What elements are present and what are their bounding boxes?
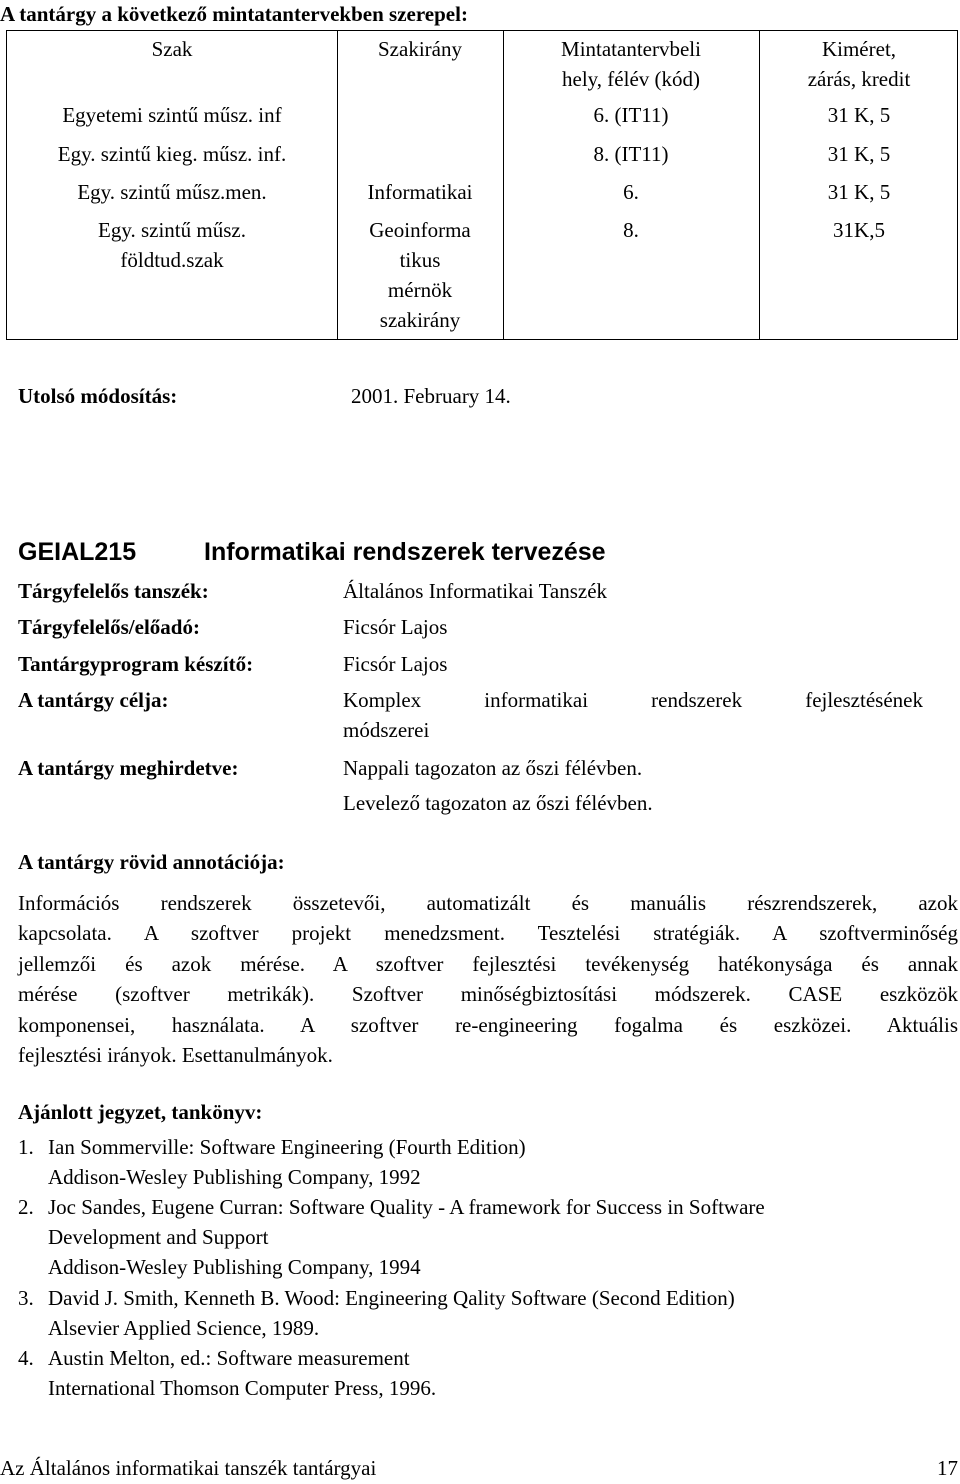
goal-word: informatikai xyxy=(484,688,589,712)
row-4-kimeret: 31K,5 xyxy=(833,218,885,242)
annotation-text xyxy=(18,888,958,1070)
row-1-szak: Egyetemi szintű műsz. inf xyxy=(62,103,282,127)
course-code: GEIAL215 xyxy=(18,538,137,566)
row-3-szakirany: Informatikai xyxy=(367,180,473,204)
last-modified-label: Utolsó módosítás: xyxy=(18,384,178,408)
announced-line-2: Levelező tagozaton az őszi félévben. xyxy=(343,791,653,815)
goal-word: Komplex xyxy=(343,688,422,712)
ref-1-num: 1. xyxy=(18,1135,34,1159)
references-heading: Ajánlott jegyzet, tankönyv: xyxy=(18,1100,263,1124)
header-szakirany: Szakirány xyxy=(378,37,462,61)
author-label: Tantárgyprogram készítő: xyxy=(18,652,254,676)
goal-line-2: módszerei xyxy=(343,718,430,742)
goal-label: A tantárgy célja: xyxy=(18,688,169,712)
ref-2-line1: Joc Sandes, Eugene Curran: Software Quality - A framework for Success in Software xyxy=(48,1195,765,1219)
curriculum-table xyxy=(6,30,958,340)
annotation-line: fejlesztési irányok. Esettanulmányok. xyxy=(18,1043,333,1068)
header-szak: Szak xyxy=(151,37,193,61)
goal-word: rendszerek xyxy=(651,688,743,712)
ref-4-line2: International Thomson Computer Press, 1996. xyxy=(48,1376,437,1400)
lecturer-label: Tárgyfelelős/előadó: xyxy=(18,615,200,639)
ref-3-num: 3. xyxy=(18,1286,34,1310)
annotation-line: komponensei, használata. A szoftver re-engineering fogalma és eszközei. Aktuális xyxy=(18,1012,958,1037)
author-value: Ficsór Lajos xyxy=(343,652,448,676)
row-1-kimeret: 31 K, 5 xyxy=(827,103,891,127)
header-hely-line2: hely, félév (kód) xyxy=(562,67,700,91)
row-2-kimeret: 31 K, 5 xyxy=(827,142,891,166)
ref-2-line2: Development and Support xyxy=(48,1225,269,1249)
row-4-szak-line2: földtud.szak xyxy=(120,248,224,272)
row-4-hely: 8. xyxy=(623,218,639,242)
row-2-hely: 8. (IT11) xyxy=(593,142,669,166)
ref-2-num: 2. xyxy=(18,1195,34,1219)
course-title: Informatikai rendszerek tervezése xyxy=(204,538,606,566)
ref-2-line3: Addison-Wesley Publishing Company, 1994 xyxy=(48,1255,421,1279)
header-hely-line1: Mintatantervbeli xyxy=(561,37,701,61)
row-3-szak: Egy. szintű műsz.men. xyxy=(77,180,267,204)
annotation-line: mérése (szoftver metrikák). Szoftver minőségbiztosítási módszerek. CASE eszközök xyxy=(18,982,958,1007)
annotation-heading: A tantárgy rövid annotációja: xyxy=(18,850,285,874)
row-3-kimeret: 31 K, 5 xyxy=(827,180,891,204)
ref-3-line1: David J. Smith, Kenneth B. Wood: Engineering Qality Software (Second Edition) xyxy=(48,1286,735,1310)
row-4-szakirany-line1: Geoinforma xyxy=(369,218,471,242)
row-2-szak: Egy. szintű kieg. műsz. inf. xyxy=(57,142,287,166)
header-kimeret-line2: zárás, kredit xyxy=(807,67,911,91)
announced-line-1: Nappali tagozaton az őszi félévben. xyxy=(343,756,643,780)
goal-line-1 xyxy=(343,685,923,715)
row-3-hely: 6. xyxy=(623,180,639,204)
row-4-szakirany-line2: tikus xyxy=(399,248,441,272)
ref-4-line1: Austin Melton, ed.: Software measurement xyxy=(48,1346,410,1370)
annotation-line: jellemzői és azok mérése. A szoftver fejlesztési tevékenység hatékonysága és annak xyxy=(18,951,958,976)
curriculum-heading: A tantárgy a következő mintatantervekben szerepel: xyxy=(0,2,468,26)
footer-text: Az Általános informatikai tanszék tantárgyai xyxy=(0,1456,377,1480)
ref-3-line2: Alsevier Applied Science, 1989. xyxy=(48,1316,320,1340)
header-kimeret-line1: Kiméret, xyxy=(821,37,897,61)
ref-4-num: 4. xyxy=(18,1346,34,1370)
dept-label: Tárgyfelelős tanszék: xyxy=(18,579,209,603)
row-4-szak-line1: Egy. szintű műsz. xyxy=(98,218,246,242)
ref-1-line1: Ian Sommerville: Software Engineering (Fourth Edition) xyxy=(48,1135,526,1159)
announced-label: A tantárgy meghirdetve: xyxy=(18,756,239,780)
goal-word: fejlesztésének xyxy=(805,688,923,712)
row-1-hely: 6. (IT11) xyxy=(593,103,669,127)
annotation-line: kapcsolata. A szoftver projekt menedzsment. Tesztelési stratégiák. A szoftverminőség xyxy=(18,921,958,946)
row-4-szakirany-line4: szakirány xyxy=(379,308,461,332)
lecturer-value: Ficsór Lajos xyxy=(343,615,448,639)
ref-1-line2: Addison-Wesley Publishing Company, 1992 xyxy=(48,1165,421,1189)
last-modified-value: 2001. February 14. xyxy=(351,384,511,408)
annotation-line: Információs rendszerek összetevői, automatizált és manuális részrendszerek, azok xyxy=(18,891,958,915)
page-number: 17 xyxy=(937,1456,958,1480)
row-4-szakirany-line3: mérnök xyxy=(387,278,453,302)
dept-value: Általános Informatikai Tanszék xyxy=(343,579,608,603)
